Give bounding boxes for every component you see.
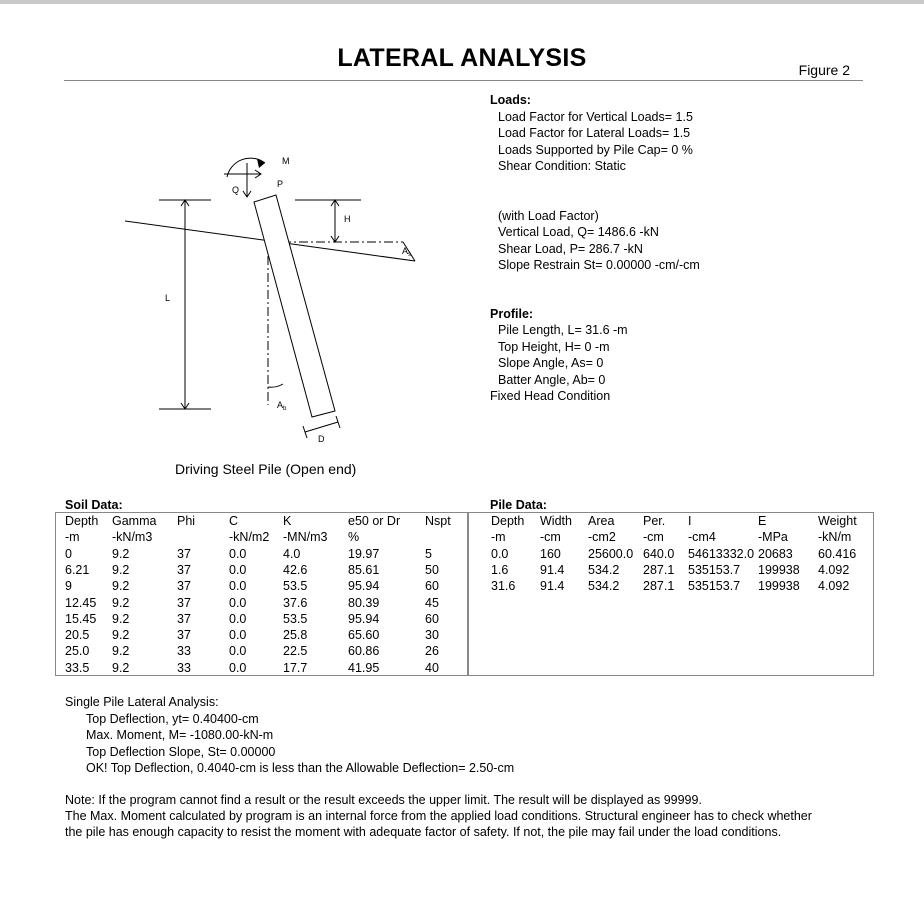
soil_data-cell: 53.5 xyxy=(283,611,308,626)
soil_data-cell: 30 xyxy=(425,628,439,643)
pile_data-cell: 4.092 xyxy=(818,579,850,594)
loads-panel xyxy=(490,92,700,405)
soil_data-cell: Depth xyxy=(65,514,99,528)
analysis-line: Top Deflection, yt= 0.40400-cm xyxy=(86,711,259,726)
soil_data-cell: 37 xyxy=(177,562,191,577)
soil_data-cell: 0.0 xyxy=(229,628,247,643)
note-line: Note: If the program cannot find a result or the result exceeds the upper limit. The result will be displayed as 99999. xyxy=(65,793,702,807)
analysis-line: OK! Top Deflection, 0.4040-cm is less than the Allowable Deflection= 2.50-cm xyxy=(86,761,515,775)
pile_data-cell: 535153.7 xyxy=(688,579,741,594)
profile-line: Slope Angle, As= 0 xyxy=(498,356,604,370)
soil_data-cell: 33 xyxy=(177,644,191,659)
soil_data-cell: 9.2 xyxy=(112,611,130,626)
note-line: The Max. Moment calculated by program is an internal force from the applied load conditions. Structural engineer has to check whether xyxy=(65,809,812,823)
soil_data-cell: % xyxy=(348,530,360,545)
pile-data-table xyxy=(468,512,874,676)
pile_data-cell: 534.2 xyxy=(588,579,620,594)
profile-line: Batter Angle, Ab= 0 xyxy=(498,372,606,387)
soil_data-cell: K xyxy=(283,514,292,528)
figure-label: Figure 2 xyxy=(798,62,850,78)
soil_data-cell: 9.2 xyxy=(112,644,130,659)
diagram-caption: Driving Steel Pile (Open end) xyxy=(175,461,357,477)
soil_data-cell: 0.0 xyxy=(229,660,247,675)
soil_data-cell: 19.97 xyxy=(348,546,380,561)
load-line: Shear Condition: Static xyxy=(498,159,626,173)
pile_data-cell: -cm2 xyxy=(588,530,616,545)
soil_data-cell: 95.94 xyxy=(348,611,380,626)
soil_data-cell: 60.86 xyxy=(348,644,380,659)
soil_data-cell: 33.5 xyxy=(65,660,90,675)
profile-line: Pile Length, L= 31.6 -m xyxy=(498,323,628,337)
analysis-line: Max. Moment, M= -1080.00-kN-m xyxy=(86,728,274,742)
factored-load-line: Slope Restrain St= 0.00000 -cm/-cm xyxy=(498,258,700,272)
soil_data-cell: 37 xyxy=(177,579,191,594)
top-border xyxy=(0,0,924,4)
note-line: the pile has enough capacity to resist the moment with adequate factor of safety. If not, the pile may fail under the load conditions. xyxy=(65,825,782,839)
soil_data-cell: 9.2 xyxy=(112,562,130,577)
soil_data-cell: 37.6 xyxy=(283,595,308,610)
pile_data-cell: -kN/m xyxy=(818,530,852,545)
analysis-heading: Single Pile Lateral Analysis: xyxy=(65,695,219,709)
soil_data-cell: 65.60 xyxy=(348,628,380,643)
load-line: Loads Supported by Pile Cap= 0 % xyxy=(498,142,693,157)
soil_data-cell: 37 xyxy=(177,628,191,643)
soil_data-cell: 0.0 xyxy=(229,611,247,626)
pile_data-cell: 60.416 xyxy=(818,546,857,561)
pile_data-cell: Width xyxy=(540,514,572,528)
soil_data-cell: 15.45 xyxy=(65,611,97,626)
soil_data-cell: 12.45 xyxy=(65,595,97,610)
soil_data-cell: 22.5 xyxy=(283,644,308,659)
soil_data-cell: -kN/m3 xyxy=(112,530,153,545)
soil_data-cell: -MN/m3 xyxy=(283,530,328,545)
soil_data-cell: 9 xyxy=(65,579,72,594)
soil_data-cell: 50 xyxy=(425,562,439,577)
soil_data-cell: 5 xyxy=(425,546,432,561)
soil_data-cell: e50 or Dr xyxy=(348,514,401,528)
soil_data-cell: 9.2 xyxy=(112,595,130,610)
pile-data-heading: Pile Data: xyxy=(490,498,547,512)
soil_data-cell: 41.95 xyxy=(348,660,380,675)
load-line: Load Factor for Vertical Loads= 1.5 xyxy=(498,109,693,124)
soil_data-cell: 9.2 xyxy=(112,628,130,643)
pile-body xyxy=(254,195,335,417)
soil_data-cell: -kN/m2 xyxy=(229,530,270,545)
soil_data-cell: -m xyxy=(65,530,80,545)
d-dimension xyxy=(305,422,338,432)
batter-angle-arc xyxy=(268,384,283,387)
label-q: Q xyxy=(232,185,240,195)
soil_data-cell: Gamma xyxy=(112,514,157,528)
pile_data-cell: 0.0 xyxy=(491,546,509,561)
soil_data-cell: 45 xyxy=(425,595,439,610)
label-p: P xyxy=(277,179,284,189)
pile_data-cell: Depth xyxy=(491,514,525,528)
pile_data-cell: Area xyxy=(588,514,615,528)
soil_data-cell: 80.39 xyxy=(348,595,380,610)
label-l: L xyxy=(165,293,171,303)
profile-heading: Profile: xyxy=(490,306,534,321)
label-h: H xyxy=(344,214,351,224)
note xyxy=(65,792,895,840)
label-d: D xyxy=(318,434,325,444)
pile_data-cell: 91.4 xyxy=(540,562,565,577)
soil_data-cell: 60 xyxy=(425,611,439,626)
pile_data-cell: 534.2 xyxy=(588,562,620,577)
soil_data-cell: 0.0 xyxy=(229,562,247,577)
pile_data-cell: -cm4 xyxy=(688,530,716,545)
pile_data-cell: 199938 xyxy=(758,579,800,594)
soil_data-cell: 60 xyxy=(425,579,439,594)
soil_data-cell: 0.0 xyxy=(229,644,247,659)
soil_data-cell: 33 xyxy=(177,660,191,675)
pile_data-cell: 199938 xyxy=(758,562,800,577)
pile_data-cell: -MPa xyxy=(758,530,788,545)
soil_data-cell: 9.2 xyxy=(112,546,130,561)
soil_data-cell: 0 xyxy=(65,546,72,561)
soil_data-cell: 37 xyxy=(177,546,191,561)
pile_data-cell: Weight xyxy=(818,514,857,528)
soil_data-cell: 53.5 xyxy=(283,579,308,594)
analysis-line: Top Deflection Slope, St= 0.00000 xyxy=(86,744,276,759)
soil_data-cell: 26 xyxy=(425,644,439,659)
soil_data-cell: 0.0 xyxy=(229,579,247,594)
label-as: $A_s$ xyxy=(402,246,412,258)
soil_data-cell: Phi xyxy=(177,514,196,528)
lateral-analysis-results xyxy=(65,694,514,777)
pile_data-cell: 91.4 xyxy=(540,579,565,594)
pile_data-cell: 54613332.0 xyxy=(688,546,755,561)
pile_data-cell: 4.092 xyxy=(818,562,850,577)
pile_data-cell: Per. xyxy=(643,514,666,528)
soil_data-cell: 95.94 xyxy=(348,579,380,594)
factored-load-line: Vertical Load, Q= 1486.6 -kN xyxy=(498,225,659,239)
label-m: M xyxy=(282,156,290,166)
pile_data-cell: E xyxy=(758,514,767,528)
pile_data-cell: 287.1 xyxy=(643,562,675,577)
soil_data-cell: 37 xyxy=(177,595,191,610)
soil_data-cell: 17.7 xyxy=(283,660,308,675)
factored-load-line: Shear Load, P= 286.7 -kN xyxy=(498,241,643,256)
soil_data-cell: 40 xyxy=(425,660,439,675)
soil_data-cell: 4.0 xyxy=(283,546,301,561)
pile-diagram xyxy=(115,145,435,455)
factored-load-line: (with Load Factor) xyxy=(498,208,599,223)
pile_data-cell: 1.6 xyxy=(491,562,509,577)
soil_data-cell: 9.2 xyxy=(112,579,130,594)
soil_data-cell: 42.6 xyxy=(283,562,308,577)
title-divider xyxy=(64,80,863,81)
load-line: Load Factor for Lateral Loads= 1.5 xyxy=(498,126,691,140)
pile_data-cell: I xyxy=(688,514,692,528)
soil_data-cell: 0.0 xyxy=(229,595,247,610)
fixed-head-condition: Fixed Head Condition xyxy=(490,389,611,403)
pile_data-cell: 287.1 xyxy=(643,579,675,594)
page-title: LATERAL ANALYSIS xyxy=(337,44,587,72)
profile-line: Top Height, H= 0 -m xyxy=(498,339,610,354)
soil_data-cell: 37 xyxy=(177,611,191,626)
pile_data-cell: 31.6 xyxy=(491,579,516,594)
soil_data-cell: 6.21 xyxy=(65,562,90,577)
soil_data-cell: 20.5 xyxy=(65,628,90,643)
pile_data-cell: -cm xyxy=(540,530,561,545)
pile_data-cell: 20683 xyxy=(758,546,793,561)
soil-data-heading: Soil Data: xyxy=(65,498,123,512)
soil_data-cell: 0.0 xyxy=(229,546,247,561)
pile_data-cell: 535153.7 xyxy=(688,562,741,577)
loads-heading: Loads: xyxy=(490,93,531,107)
pile_data-cell: 160 xyxy=(540,546,561,561)
soil_data-cell: C xyxy=(229,514,239,528)
pile_data-cell: 640.0 xyxy=(643,546,675,561)
pile_data-cell: 25600.0 xyxy=(588,546,634,561)
soil_data-cell: 85.61 xyxy=(348,562,380,577)
label-ab: $A_b$ xyxy=(277,400,287,412)
soil_data-cell: Nspt xyxy=(425,514,451,528)
soil_data-cell: 25.0 xyxy=(65,644,90,659)
pile_data-cell: -m xyxy=(491,530,506,545)
soil_data-cell: 9.2 xyxy=(112,660,130,675)
soil_data-cell: 25.8 xyxy=(283,628,308,643)
pile_data-cell: -cm xyxy=(643,530,664,545)
